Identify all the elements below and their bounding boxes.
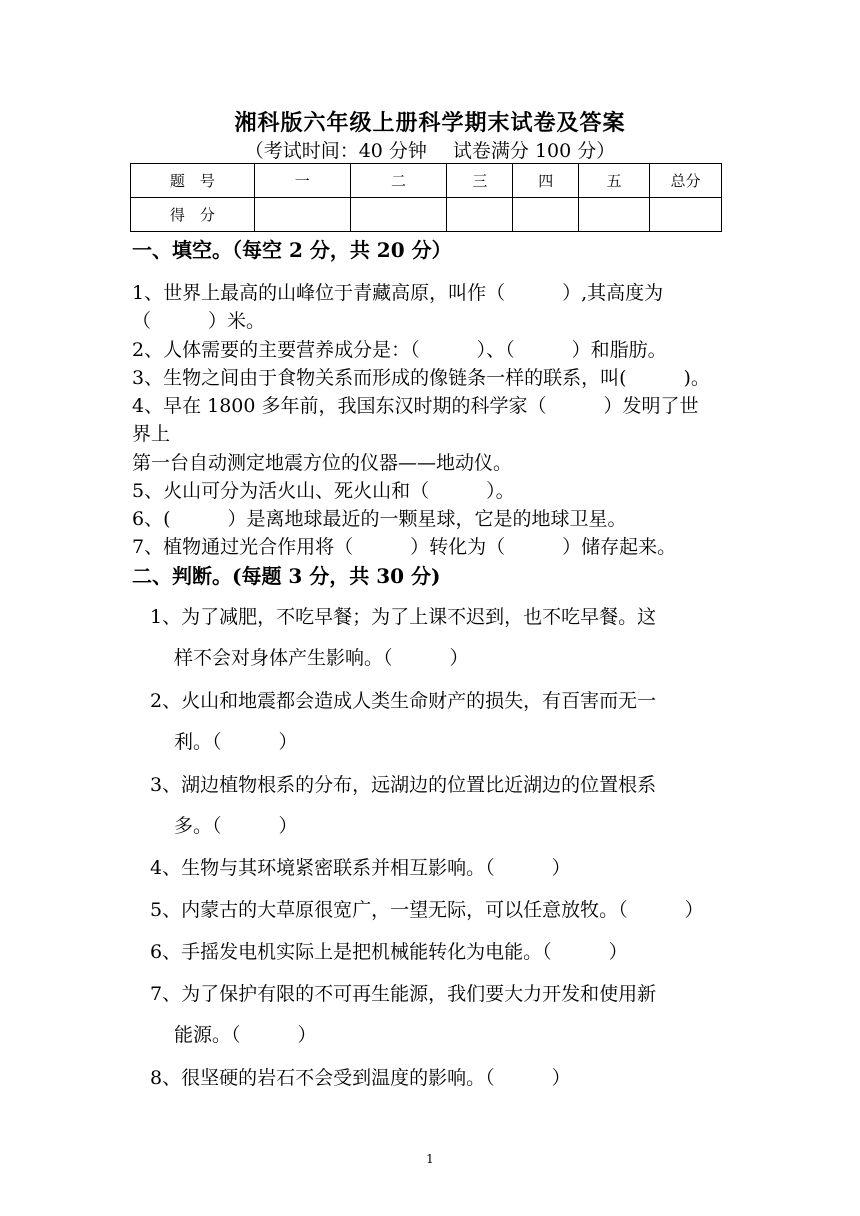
exam-time: （考试时间：40 分钟 bbox=[244, 140, 427, 162]
score-table-header-row bbox=[131, 164, 722, 198]
judge-question-line: 8、很坚硬的岩石不会受到温度的影响。（ ） bbox=[150, 1067, 571, 1089]
fill-question-line: 3、生物之间由于食物关系而形成的像链条一样的联系，叫( )。 bbox=[132, 367, 710, 389]
section-fill-blank-heading: 一、填空。（每空 2 分，共 20 分） bbox=[132, 238, 452, 262]
fill-question-line: 界上 bbox=[132, 423, 171, 445]
judge-question-line: 5、内蒙古的大草原很宽广，一望无际，可以任意放牧。（ ） bbox=[150, 899, 704, 921]
score-cell-header: 五 bbox=[579, 164, 650, 198]
exam-subtitle bbox=[0, 136, 860, 163]
score-cell-header: 四 bbox=[513, 164, 579, 198]
score-cell-label: 得 分 bbox=[131, 198, 255, 232]
judge-question-line: 6、手摇发电机实际上是把机械能转化为电能。（ ） bbox=[150, 941, 628, 963]
score-cell-header: 总分 bbox=[650, 164, 722, 198]
fill-question-line: 第一台自动测定地震方位的仪器——地动仪。 bbox=[132, 452, 513, 474]
score-cell-header: 二 bbox=[350, 164, 447, 198]
judge-question-line: 3、湖边植物根系的分布，远湖边的位置比近湖边的位置根系 bbox=[150, 774, 657, 796]
score-cell-blank[interactable] bbox=[513, 198, 579, 232]
fill-question-line: 2、人体需要的主要营养成分是：（ ）、（ ）和脂肪。 bbox=[132, 339, 667, 361]
judge-question-line: 1、为了减肥，不吃早餐；为了上课不迟到，也不吃早餐。这 bbox=[150, 606, 657, 628]
fill-question-line: （ ）米。 bbox=[132, 310, 266, 332]
exam-title: 湘科版六年级上册科学期末试卷及答案 bbox=[234, 110, 626, 136]
score-cell-blank[interactable] bbox=[350, 198, 447, 232]
fill-question-line: 7、植物通过光合作用将（ ）转化为（ ）储存起来。 bbox=[132, 536, 677, 558]
judge-question-line: 样不会对身体产生影响。（ ） bbox=[174, 647, 469, 669]
judge-question-line: 能源。（ ） bbox=[174, 1024, 317, 1046]
score-cell-header: 三 bbox=[447, 164, 513, 198]
score-cell-blank[interactable] bbox=[650, 198, 722, 232]
fill-question-line: 5、火山可分为活火山、死火山和（ ）。 bbox=[132, 480, 515, 502]
score-cell-blank[interactable] bbox=[447, 198, 513, 232]
section-judge-heading: 二、判断。(每题 3 分，共 30 分) bbox=[132, 564, 441, 588]
page-number: 1 bbox=[426, 1152, 434, 1166]
judge-question-line: 2、火山和地震都会造成人类生命财产的损失，有百害而无一 bbox=[150, 690, 657, 712]
judge-question-line: 利。（ ） bbox=[174, 731, 298, 753]
judge-question-line: 多。（ ） bbox=[174, 815, 298, 837]
exam-full-score: 试卷满分 100 分） bbox=[452, 140, 616, 162]
fill-question-line: 1、世界上最高的山峰位于青藏高原，叫作（ ）,其高度为 bbox=[132, 282, 664, 304]
score-table-score-row bbox=[131, 198, 722, 232]
fill-question-line: 4、早在 1800 多年前，我国东汉时期的科学家（ ）发明了世 bbox=[132, 395, 699, 417]
score-cell-header: 一 bbox=[254, 164, 350, 198]
score-cell-blank[interactable] bbox=[579, 198, 650, 232]
fill-question-line: 6、( ）是离地球最近的一颗星球，它是的地球卫星。 bbox=[132, 508, 627, 530]
score-cell-label: 题 号 bbox=[131, 164, 255, 198]
score-table bbox=[130, 163, 722, 232]
judge-question-line: 7、为了保护有限的不可再生能源，我们要大力开发和使用新 bbox=[150, 983, 657, 1005]
judge-question-line: 4、生物与其环境紧密联系并相互影响。（ ） bbox=[150, 857, 571, 879]
score-cell-blank[interactable] bbox=[254, 198, 350, 232]
